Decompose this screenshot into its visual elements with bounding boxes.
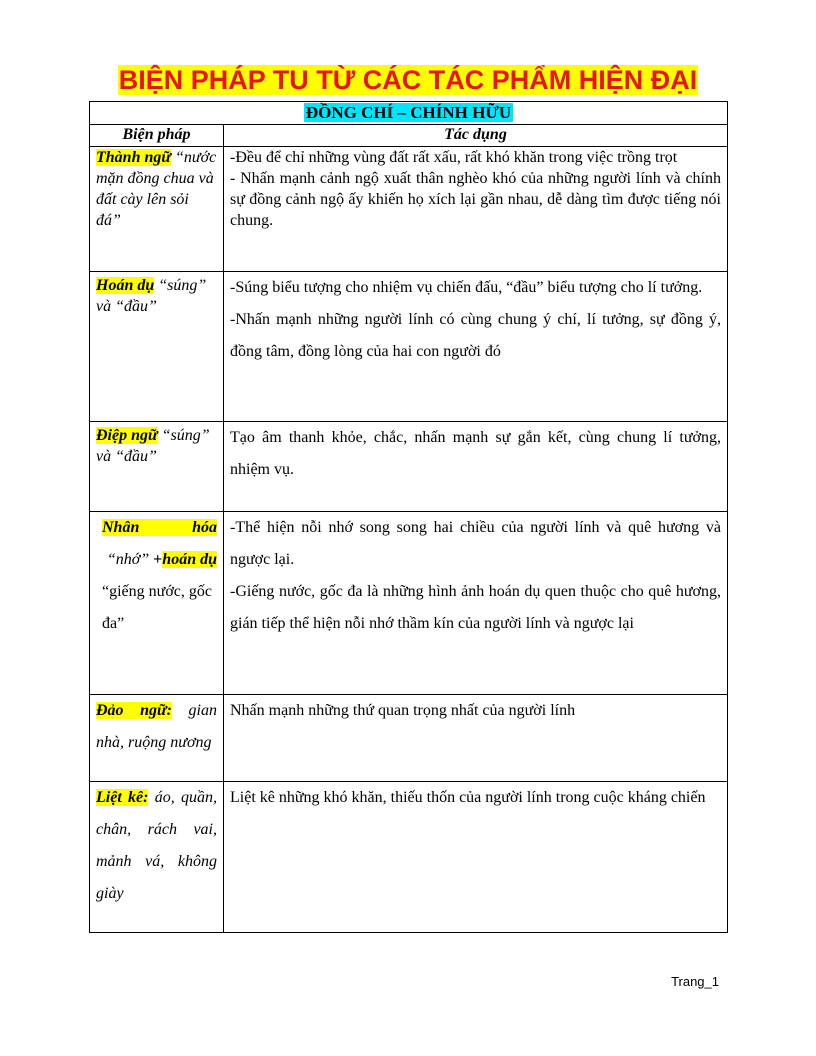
table-row [90,272,728,422]
technique-detail: “súng” và “đầu” [96,277,207,315]
technique-detail: áo, quần, chân, rách vai, mảnh vá, không giày [96,789,217,902]
effect-line: -Súng biểu tượng cho nhiệm vụ chiến đấu, “đầu” biểu tượng cho lí tưởng. [230,279,703,296]
effect-cell [224,695,728,782]
technique-detail: “súng” và “đầu” [96,427,210,465]
section-row [90,102,728,125]
effect-line: Tạo âm thanh khỏe, chắc, nhấn mạnh sự gắn kết, cùng chung lí tưởng, nhiệm vụ. [230,429,721,478]
effect-line: Liệt kê những khó khăn, thiếu thốn của người lính trong cuộc kháng chiến [230,789,706,806]
effect-cell [224,147,728,272]
effect-line: Nhấn mạnh những thứ quan trọng nhất của người lính [230,702,576,719]
technique-line: “giếng nước, gốc đa” [102,583,212,632]
effect-cell [224,782,728,933]
effect-cell [224,422,728,512]
technique-line [102,512,217,544]
rhetoric-table [89,101,728,933]
technique-cell [90,512,224,695]
technique-cell [90,147,224,272]
technique-detail: “nhớ” [106,551,154,568]
technique-cell [90,782,224,933]
section-title-text: ĐỒNG CHÍ – CHÍNH HỮU [305,103,512,122]
technique-cell [90,422,224,512]
table-row [90,512,728,695]
effect-line: -Nhấn mạnh những người lính có cùng chung ý chí, lí tưởng, sự đồng ý, đồng tâm, đồng lòng của hai con người đó [230,311,721,360]
page-title-text: BIỆN PHÁP TU TỪ CÁC TÁC PHẨM HIỆN ĐẠI [118,65,698,95]
technique-term: Nhân hóa [102,519,217,536]
header-col-effect: Tác dụng [224,125,728,147]
table-row [90,147,728,272]
technique-term-2: hoán dụ [162,551,217,568]
table-row [90,782,728,933]
effect-line: -Giếng nước, gốc đa là những hình ảnh hoán dụ quen thuộc cho quê hương, gián tiếp thể hiện nỗi nhớ thầm kín của người lính và ngược lại [230,583,721,632]
technique-detail: “nước mặn đồng chua và đất cày lên sỏi đá” [96,149,217,229]
page-number: Trang_1 [671,974,719,989]
technique-cell [90,695,224,782]
effect-line: -Thể hiện nỗi nhớ song song hai chiều của người lính và quê hương và ngược lại. [230,519,721,568]
technique-term: Điệp ngữ [96,427,158,444]
technique-cell [90,272,224,422]
table-row [90,422,728,512]
technique-detail: gian nhà, ruộng nương [96,702,217,751]
effect-cell [224,512,728,695]
effect-line: -Đều để chỉ những vùng đất rất xấu, rất khó khăn trong việc trồng trọt [230,149,678,166]
header-row [90,125,728,147]
effect-cell [224,272,728,422]
technique-term: Đảo ngữ: [96,702,172,719]
page-title [0,62,816,98]
technique-term: Liệt kê: [96,789,149,806]
technique-term: Hoán dụ [96,277,155,294]
effect-line: - Nhấn mạnh cảnh ngộ xuất thân nghèo khó của những người lính và chính sự đồng cảnh ngộ ấy khiến họ xích lại gần nhau, dễ dàng tìm được tiếng nói chung. [230,170,721,229]
technique-term: Thành ngữ [96,149,171,166]
section-title [90,102,728,125]
table-row [90,695,728,782]
technique-line [102,544,217,576]
header-col-technique: Biện pháp [90,125,224,147]
plus-sign: + [153,551,163,568]
